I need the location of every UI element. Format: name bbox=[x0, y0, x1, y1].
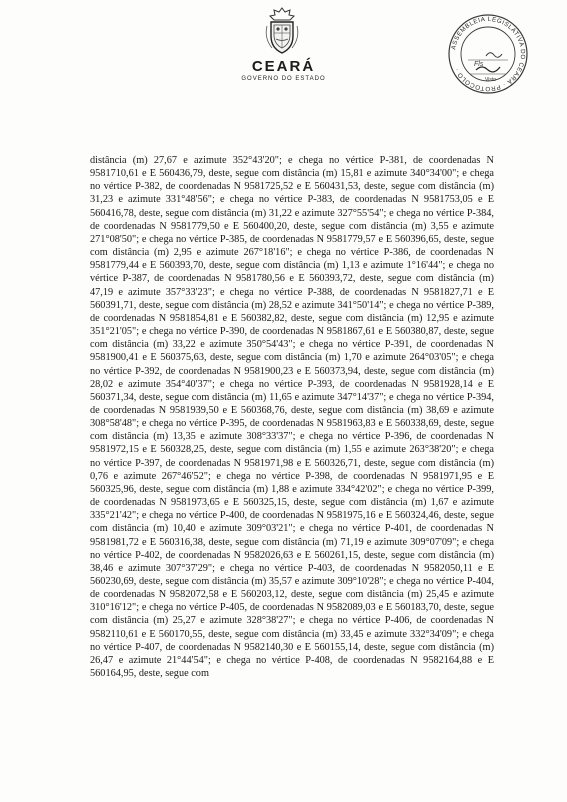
stamp-ring-text: ASSEMBLEIA LEGISLATIVA DO CEARÁ · PROTOCOLO · bbox=[450, 15, 527, 93]
stamp-visto-label: Visto bbox=[485, 77, 497, 83]
body-paragraph: distância (m) 27,67 e azimute 352°43'20"; e chega no vértice P-381, de coordenadas N 9581710,61 e E 560436,79, deste, segue com distância (m) 15,81 e azimute 340°34'00"; e chega no vértice P-382, de coordenadas N 9581725,52 e E 560431,53, deste, segue com distância (m) 31,23 e azimute 331°48'56"; e chega no vértice P-383, de coordenadas N 9581753,05 e E 560416,78, deste, segue com distância (m) 31,22 e azimute 327°55'54"; e chega no vértice P-384, de coordenadas N 9581779,50 e E 560400,20, deste, segue com distância (m) 3,55 e azimute 271°08'50"; e chega no vértice P-385, de coordenadas N 9581779,57 e E 560396,65, deste, segue com distância (m) 2,95 e azimute 267°18'16"; e chega no vértice P-386, de coordenadas N 9581779,44 e E 560393,70, deste, segue com distância (m) 1,13 e azimute 1°16'44"; e chega no vértice P-387, de coordenadas N 9581780,56 e E 560393,72, deste, segue com distância (m) 47,19 e azimute 357°33'23"; e chega no vértice P-388, de coordenadas N 9581827,71 e E 560391,71, deste, segue com distância (m) 28,52 e azimute 341°50'14"; e chega no vértice P-389, de coordenadas N 9581854,81 e E 560382,82, deste, segue com distância (m) 12,95 e azimute 351°21'05"; e chega no vértice P-390, de coordenadas N 9581867,61 e E 560380,87, deste, segue com distância (m) 33,22 e azimute 350°54'43"; e chega no vértice P-391, de coordenadas N 9581900,41 e E 560375,63, deste, segue com distância (m) 1,70 e azimute 264°03'05"; e chega no vértice P-392, de coordenadas N 9581900,23 e E 560373,94, deste, segue com distância (m) 28,02 e azimute 354°40'37"; e chega no vértice P-393, de coordenadas N 9581928,14 e E 560371,34, deste, segue com distância (m) 11,65 e azimute 347°14'37"; e chega no vértice P-394, de coordenadas N 9581939,50 e E 560368,76, deste, segue com distância (m) 38,69 e azimute 308°58'48"; e chega no vértice P-395, de coordenadas N 9581963,83 e E 560338,69, deste, segue com distância (m) 13,35 e azimute 308°33'37"; e chega no vértice P-396, de coordenadas N 9581972,15 e E 560328,25, deste, segue com distância (m) 1,55 e azimute 263°38'20"; e chega no vértice P-397, de coordenadas N 9581971,98 e E 560326,71, deste, segue com distância (m) 0,76 e azimute 267°46'52"; e chega no vértice P-398, de coordenadas N 9581971,95 e E 560325,96, deste, segue com distância (m) 1,88 e azimute 334°42'02"; e chega no vértice P-399, de coordenadas N 9581973,65 e E 560325,15, deste, segue com distância (m) 1,67 e azimute 335°21'42"; e chega no vértice P-400, de coordenadas N 9581975,16 e E 560324,46, deste, segue com distância (m) 10,40 e azimute 309°03'21"; e chega no vértice P-401, de coordenadas N 9581981,72 e E 560316,38, deste, segue com distância (m) 71,19 e azimute 309°07'09"; e chega no vértice P-402, de coordenadas N 9582026,63 e E 560261,15, deste, segue com distância (m) 38,46 e azimute 307°37'29"; e chega no vértice P-403, de coordenadas N 9582050,11 e E 560230,69, deste, segue com distância (m) 35,57 e azimute 309°10'28"; e chega no vértice P-404, de coordenadas N 9582072,58 e E 560203,12, deste, segue com distância (m) 25,45 e azimute 310°16'12"; e chega no vértice P-405, de coordenadas N 9582089,03 e E 560183,70, deste, segue com distância (m) 25,27 e azimute 328°38'27"; e chega no vértice P-406, de coordenadas N 9582110,61 e E 560170,55, deste, segue com distância (m) 33,45 e azimute 332°34'09"; e chega no vértice P-407, de coordenadas N 9582140,30 e E 560155,14, deste, segue com distância (m) 26,47 e azimute 21°44'54"; e chega no vértice P-408, de coordenadas N 9582164,88 e E 560164,95, deste, segue com bbox=[90, 155, 494, 680]
brand-subtitle: GOVERNO DO ESTADO bbox=[241, 76, 326, 82]
brand-title: CEARÁ bbox=[251, 58, 316, 75]
coat-of-arms-icon bbox=[262, 6, 302, 56]
document-body bbox=[90, 154, 494, 680]
stamp-fls-label: Fls bbox=[474, 61, 484, 68]
protocol-stamp bbox=[446, 12, 530, 96]
